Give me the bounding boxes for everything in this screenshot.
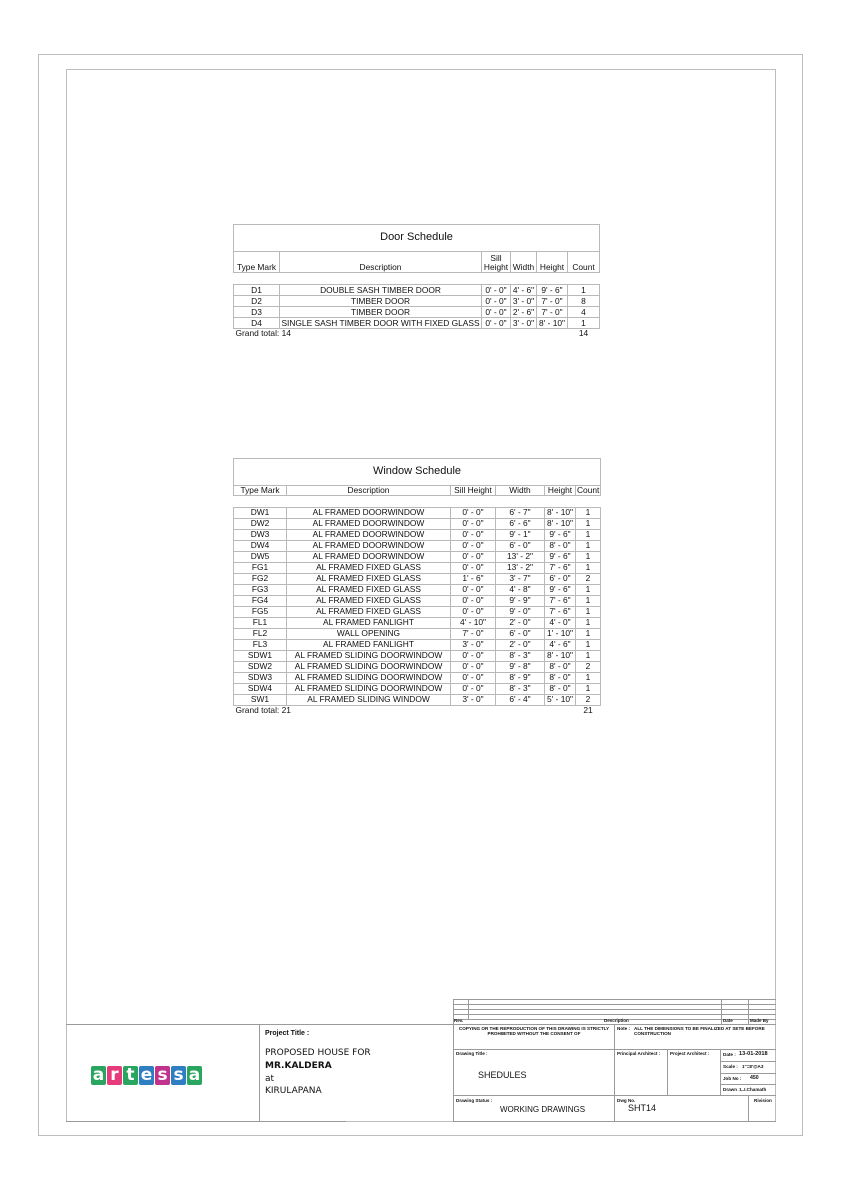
window-cell-type-mark: SDW2 bbox=[234, 661, 287, 672]
window-cell-width: 8' - 3" bbox=[496, 683, 545, 694]
window-cell-description: AL FRAMED FIXED GLASS bbox=[287, 562, 451, 573]
job-no-label: Job No : bbox=[723, 1076, 742, 1081]
date-label: Date bbox=[723, 1018, 733, 1023]
door-cell-height: 8' - 10" bbox=[537, 318, 568, 329]
window-cell-type-mark: FG4 bbox=[234, 595, 287, 606]
window-row bbox=[234, 628, 601, 639]
window-cell-sill-height: 3' - 0" bbox=[451, 694, 496, 705]
window-row bbox=[234, 529, 601, 540]
project-architect-label: Project Architect : bbox=[670, 1051, 710, 1056]
window-cell-count: 1 bbox=[576, 617, 601, 628]
logo-letter: s bbox=[171, 1066, 186, 1085]
door-cell-width: 4' - 6" bbox=[511, 285, 537, 296]
window-cell-height: 8' - 10" bbox=[545, 518, 576, 529]
window-cell-sill-height: 0' - 0" bbox=[451, 551, 496, 562]
door-header-type-mark: Type Mark bbox=[234, 252, 280, 273]
window-row bbox=[234, 694, 601, 705]
window-cell-type-mark: FG1 bbox=[234, 562, 287, 573]
window-cell-width: 9' - 9" bbox=[496, 595, 545, 606]
window-row bbox=[234, 595, 601, 606]
window-row bbox=[234, 584, 601, 595]
project-line-3: at bbox=[265, 1074, 275, 1084]
window-cell-height: 7' - 6" bbox=[545, 562, 576, 573]
door-row bbox=[234, 285, 600, 296]
window-cell-count: 1 bbox=[576, 540, 601, 551]
window-cell-sill-height: 3' - 0" bbox=[451, 639, 496, 650]
window-cell-type-mark: SDW4 bbox=[234, 683, 287, 694]
window-schedule-table bbox=[233, 458, 601, 715]
door-row bbox=[234, 296, 600, 307]
door-cell-width: 3' - 0" bbox=[511, 296, 537, 307]
window-row bbox=[234, 562, 601, 573]
drawing-title: SHEDULES bbox=[478, 1070, 527, 1080]
window-cell-sill-height: 0' - 0" bbox=[451, 562, 496, 573]
window-row bbox=[234, 518, 601, 529]
drawn-value: L.I.Chamath bbox=[740, 1087, 767, 1092]
door-cell-sill-height: 0' - 0" bbox=[482, 307, 511, 318]
window-cell-type-mark: SDW1 bbox=[234, 650, 287, 661]
logo-letter: t bbox=[123, 1066, 138, 1085]
artessa-logo bbox=[91, 1066, 203, 1085]
window-cell-type-mark: DW1 bbox=[234, 507, 287, 518]
door-cell-description: TIMBER DOOR bbox=[280, 296, 482, 307]
window-cell-height: 8' - 0" bbox=[545, 540, 576, 551]
window-row bbox=[234, 606, 601, 617]
window-header-count: Count bbox=[577, 485, 600, 495]
window-cell-width: 3' - 7" bbox=[496, 573, 545, 584]
window-cell-sill-height: 0' - 0" bbox=[451, 529, 496, 540]
drawn-label: Drawn : bbox=[723, 1087, 740, 1092]
window-cell-count: 1 bbox=[576, 584, 601, 595]
window-cell-type-mark: DW3 bbox=[234, 529, 287, 540]
window-cell-description: AL FRAMED FANLIGHT bbox=[287, 617, 451, 628]
window-cell-sill-height: 0' - 0" bbox=[451, 518, 496, 529]
window-cell-type-mark: FG2 bbox=[234, 573, 287, 584]
made-by-label: Made By bbox=[750, 1018, 769, 1023]
window-cell-height: 8' - 0" bbox=[545, 683, 576, 694]
window-cell-count: 1 bbox=[576, 551, 601, 562]
window-cell-description: AL FRAMED DOORWINDOW bbox=[287, 507, 451, 518]
window-cell-description: AL FRAMED DOORWINDOW bbox=[287, 529, 451, 540]
window-cell-description: AL FRAMED FANLIGHT bbox=[287, 639, 451, 650]
door-row bbox=[234, 318, 600, 329]
door-cell-sill-height: 0' - 0" bbox=[482, 296, 511, 307]
logo-letter: a bbox=[188, 1065, 201, 1085]
principal-architect-label: Principal Architect : bbox=[617, 1051, 661, 1056]
window-cell-sill-height: 0' - 0" bbox=[451, 650, 496, 661]
window-row bbox=[234, 639, 601, 650]
door-row bbox=[234, 307, 600, 318]
door-cell-count: 1 bbox=[568, 318, 600, 329]
window-cell-type-mark: FL1 bbox=[234, 617, 287, 628]
note-label: Note : bbox=[617, 1026, 631, 1031]
window-cell-sill-height: 0' - 0" bbox=[451, 540, 496, 551]
window-cell-description: AL FRAMED SLIDING DOORWINDOW bbox=[287, 650, 451, 661]
drawing-status: WORKING DRAWINGS bbox=[500, 1105, 586, 1114]
door-header-height: Height bbox=[537, 252, 568, 273]
window-cell-description: AL FRAMED FIXED GLASS bbox=[287, 606, 451, 617]
window-cell-type-mark: FL2 bbox=[234, 628, 287, 639]
window-cell-height: 8' - 0" bbox=[545, 661, 576, 672]
drawing-title-label: Drawing Title : bbox=[456, 1051, 488, 1056]
door-cell-height: 7' - 0" bbox=[537, 307, 568, 318]
door-grand-total-count: 14 bbox=[578, 328, 589, 338]
scale-label: Scale : bbox=[723, 1064, 738, 1069]
window-row bbox=[234, 617, 601, 628]
door-cell-type-mark: D4 bbox=[234, 318, 280, 329]
scale-value: 1"=8'@A3 bbox=[742, 1064, 764, 1069]
window-header-description: Description bbox=[287, 486, 451, 496]
note-text: ALL THE DIMENSIONS TO BE FINALIZED AT SETE BEFORE CONSTRUCTION bbox=[634, 1026, 765, 1037]
window-cell-height: 9' - 6" bbox=[545, 529, 576, 540]
window-cell-height: 5' - 10" bbox=[545, 694, 576, 705]
window-cell-height: 6' - 0" bbox=[545, 573, 576, 584]
window-cell-height: 4' - 6" bbox=[545, 639, 576, 650]
logo-letter: a bbox=[92, 1065, 105, 1085]
date-field-label: Date : bbox=[723, 1052, 736, 1057]
window-cell-description: AL FRAMED DOORWINDOW bbox=[287, 540, 451, 551]
window-cell-type-mark: DW2 bbox=[234, 518, 287, 529]
description-label: Description bbox=[604, 1018, 629, 1023]
window-grand-total-count: 21 bbox=[583, 705, 593, 715]
rev-label: Rev. bbox=[454, 1018, 464, 1023]
window-cell-count: 1 bbox=[576, 507, 601, 518]
window-cell-height: 1' - 10" bbox=[545, 628, 576, 639]
window-row bbox=[234, 650, 601, 661]
project-line-4: KIRULAPANA bbox=[265, 1086, 322, 1096]
window-cell-count: 1 bbox=[576, 529, 601, 540]
window-cell-count: 1 bbox=[576, 606, 601, 617]
window-header-sill-height: Sill Height bbox=[451, 486, 496, 496]
window-cell-width: 9' - 1" bbox=[496, 529, 545, 540]
window-cell-sill-height: 0' - 0" bbox=[451, 672, 496, 683]
window-cell-count: 2 bbox=[576, 661, 601, 672]
window-cell-description: AL FRAMED SLIDING DOORWINDOW bbox=[287, 661, 451, 672]
date-value: 13-01-2018 bbox=[739, 1051, 768, 1057]
window-cell-width: 13' - 2" bbox=[496, 551, 545, 562]
door-cell-count: 1 bbox=[568, 285, 600, 296]
window-cell-count: 1 bbox=[576, 672, 601, 683]
window-cell-count: 1 bbox=[576, 650, 601, 661]
door-cell-height: 9' - 6" bbox=[537, 285, 568, 296]
window-cell-width: 6' - 7" bbox=[496, 507, 545, 518]
window-cell-description: AL FRAMED FIXED GLASS bbox=[287, 595, 451, 606]
window-cell-height: 4' - 0" bbox=[545, 617, 576, 628]
window-cell-count: 1 bbox=[576, 628, 601, 639]
window-cell-count: 1 bbox=[576, 639, 601, 650]
window-cell-description: AL FRAMED DOORWINDOW bbox=[287, 551, 451, 562]
window-cell-type-mark: DW4 bbox=[234, 540, 287, 551]
window-schedule-title: Window Schedule bbox=[234, 459, 601, 486]
door-cell-type-mark: D2 bbox=[234, 296, 280, 307]
window-cell-type-mark: FG3 bbox=[234, 584, 287, 595]
window-cell-width: 8' - 9" bbox=[496, 672, 545, 683]
window-cell-width: 6' - 0" bbox=[496, 628, 545, 639]
window-cell-sill-height: 0' - 0" bbox=[451, 606, 496, 617]
window-cell-sill-height: 0' - 0" bbox=[451, 507, 496, 518]
window-cell-width: 2' - 0" bbox=[496, 617, 545, 628]
window-cell-description: AL FRAMED DOORWINDOW bbox=[287, 518, 451, 529]
window-header-height: Height bbox=[545, 486, 576, 496]
window-cell-description: AL FRAMED FIXED GLASS bbox=[287, 573, 451, 584]
door-cell-width: 2' - 6" bbox=[511, 307, 537, 318]
window-cell-height: 7' - 6" bbox=[545, 606, 576, 617]
window-row bbox=[234, 540, 601, 551]
window-cell-height: 8' - 10" bbox=[545, 507, 576, 518]
window-cell-sill-height: 0' - 0" bbox=[451, 584, 496, 595]
dwg-no: SHT14 bbox=[628, 1103, 657, 1113]
window-cell-count: 2 bbox=[576, 694, 601, 705]
window-cell-height: 7' - 6" bbox=[545, 595, 576, 606]
door-cell-sill-height: 0' - 0" bbox=[482, 318, 511, 329]
window-header-type-mark: Type Mark bbox=[234, 486, 287, 496]
door-header-count: Count bbox=[568, 252, 600, 273]
window-header-width: Width bbox=[496, 486, 545, 496]
window-cell-type-mark: FG5 bbox=[234, 606, 287, 617]
window-cell-height: 9' - 6" bbox=[545, 584, 576, 595]
window-row bbox=[234, 507, 601, 518]
window-cell-description: AL FRAMED SLIDING DOORWINDOW bbox=[287, 672, 451, 683]
window-cell-sill-height: 0' - 0" bbox=[451, 683, 496, 694]
window-cell-sill-height: 7' - 0" bbox=[451, 628, 496, 639]
window-row bbox=[234, 661, 601, 672]
window-cell-count: 1 bbox=[576, 562, 601, 573]
door-cell-type-mark: D3 bbox=[234, 307, 280, 318]
door-cell-sill-height: 0' - 0" bbox=[482, 285, 511, 296]
door-cell-count: 8 bbox=[568, 296, 600, 307]
window-cell-description: AL FRAMED FIXED GLASS bbox=[287, 584, 451, 595]
window-row bbox=[234, 551, 601, 562]
dwg-no-label: Dwg No. bbox=[617, 1098, 636, 1103]
door-header-width: Width bbox=[511, 252, 537, 273]
window-cell-width: 6' - 6" bbox=[496, 518, 545, 529]
window-cell-count: 1 bbox=[576, 595, 601, 606]
drawing-status-label: Drawing Status : bbox=[456, 1098, 493, 1103]
window-cell-width: 9' - 8" bbox=[496, 661, 545, 672]
window-cell-description: AL FRAMED SLIDING WINDOW bbox=[287, 694, 451, 705]
door-cell-count: 4 bbox=[568, 307, 600, 318]
window-grand-total-label: Grand total: 21 bbox=[235, 705, 291, 715]
window-cell-sill-height: 0' - 0" bbox=[451, 661, 496, 672]
door-cell-height: 7' - 0" bbox=[537, 296, 568, 307]
window-cell-width: 2' - 0" bbox=[496, 639, 545, 650]
door-schedule-table bbox=[233, 224, 600, 338]
window-cell-description: WALL OPENING bbox=[287, 628, 451, 639]
window-cell-height: 9' - 6" bbox=[545, 551, 576, 562]
window-cell-type-mark: DW5 bbox=[234, 551, 287, 562]
title-block bbox=[66, 999, 776, 1122]
window-cell-sill-height: 1' - 6" bbox=[451, 573, 496, 584]
window-cell-type-mark: SDW3 bbox=[234, 672, 287, 683]
window-cell-count: 1 bbox=[576, 683, 601, 694]
door-header-sill-height: Sill Height bbox=[482, 252, 511, 273]
project-line-2: MR.KALDERA bbox=[265, 1061, 332, 1071]
project-title-label: Project Title : bbox=[265, 1030, 310, 1037]
door-grand-total-label: Grand total: 14 bbox=[235, 328, 291, 338]
window-cell-width: 8' - 3" bbox=[496, 650, 545, 661]
window-cell-type-mark: SW1 bbox=[234, 694, 287, 705]
door-cell-description: DOUBLE SASH TIMBER DOOR bbox=[280, 285, 482, 296]
window-cell-description: AL FRAMED SLIDING DOORWINDOW bbox=[287, 683, 451, 694]
door-cell-description: TIMBER DOOR bbox=[280, 307, 482, 318]
logo-letter: s bbox=[155, 1066, 170, 1085]
window-cell-height: 8' - 10" bbox=[545, 650, 576, 661]
door-cell-type-mark: D1 bbox=[234, 285, 280, 296]
door-cell-description: SINGLE SASH TIMBER DOOR WITH FIXED GLASS bbox=[281, 317, 480, 328]
copy-notice: COPYING OR THE REPRODUCTION OF THIS DRAWING IS STRICTLY PROHIBITED WITHOUT THE CONSENT OF bbox=[458, 1026, 610, 1037]
window-cell-sill-height: 0' - 0" bbox=[451, 595, 496, 606]
rivision-label: Rivision bbox=[754, 1098, 772, 1103]
door-header-description: Description bbox=[280, 252, 482, 273]
window-cell-width: 13' - 2" bbox=[496, 562, 545, 573]
project-line-1: PROPOSED HOUSE FOR bbox=[265, 1048, 371, 1058]
window-cell-height: 8' - 0" bbox=[545, 672, 576, 683]
window-cell-width: 6' - 0" bbox=[496, 540, 545, 551]
logo-letter: e bbox=[140, 1065, 153, 1085]
door-cell-width: 3' - 0" bbox=[511, 318, 537, 329]
window-cell-width: 6' - 4" bbox=[496, 694, 545, 705]
window-row bbox=[234, 683, 601, 694]
window-row bbox=[234, 573, 601, 584]
job-no-value: 450 bbox=[750, 1075, 759, 1081]
logo-letter: r bbox=[107, 1066, 122, 1085]
window-cell-width: 9' - 0" bbox=[496, 606, 545, 617]
window-row bbox=[234, 672, 601, 683]
window-cell-width: 4' - 8" bbox=[496, 584, 545, 595]
door-schedule-title: Door Schedule bbox=[234, 225, 600, 252]
window-cell-type-mark: FL3 bbox=[234, 639, 287, 650]
window-cell-count: 2 bbox=[576, 573, 601, 584]
window-cell-sill-height: 4' - 10" bbox=[451, 617, 496, 628]
window-cell-count: 1 bbox=[576, 518, 601, 529]
